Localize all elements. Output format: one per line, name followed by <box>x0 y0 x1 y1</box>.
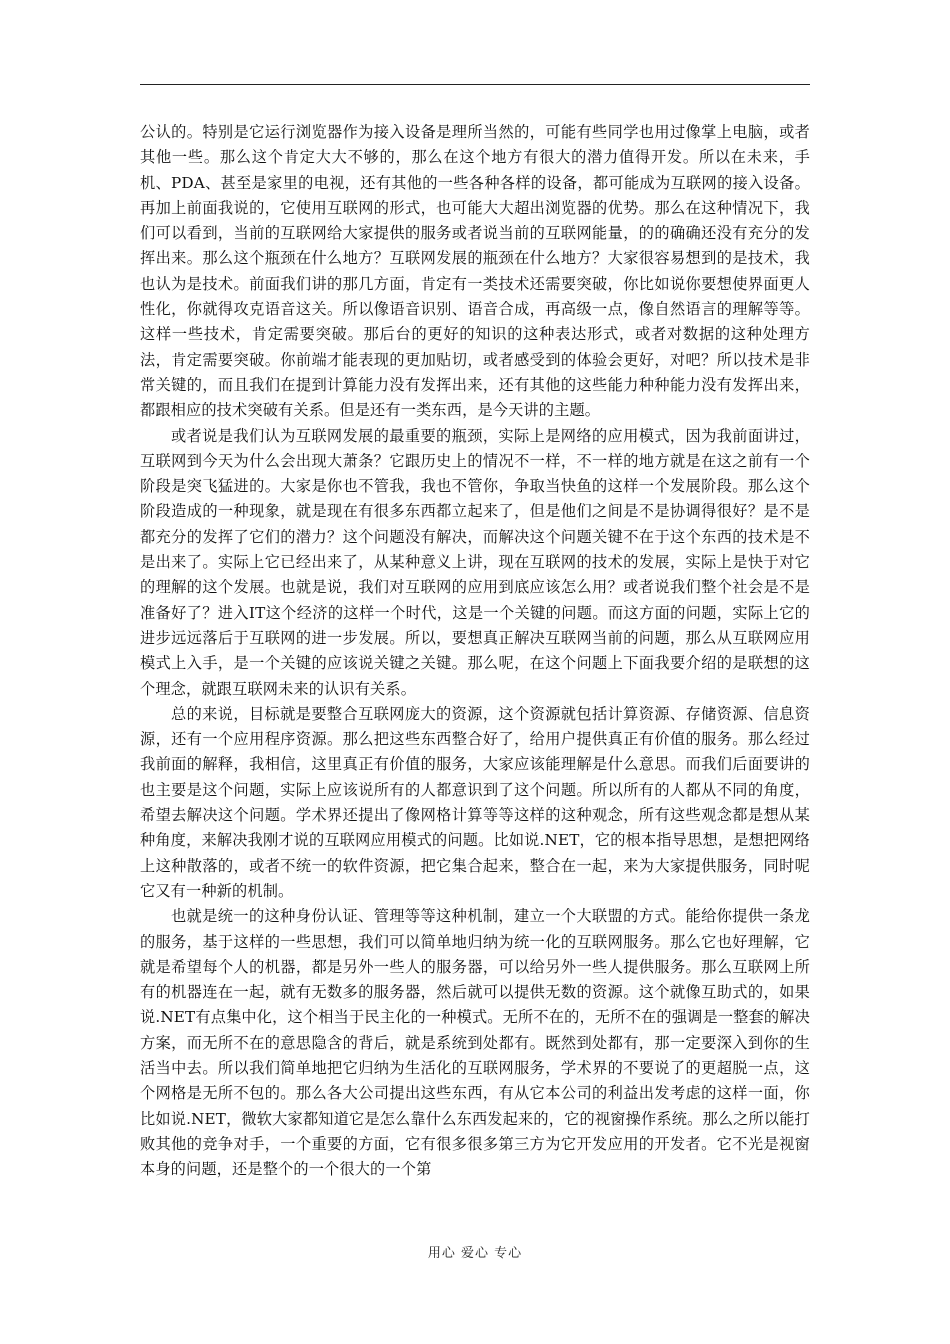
paragraph-1: 公认的。特别是它运行浏览器作为接入设备是理所当然的，可能有些同学也用过像掌上电脑，或者其他一些。那么这个肯定大大不够的，那么在这个地方有很大的潜力值得开发。所以在未来，手机、PDA、甚至是家里的电视，还有其他的一些各种各样的设备，都可能成为互联网的接入设备。再加上前面我说的，它使用互联网的形式，也可能大大超出浏览器的优势。那么在这种情况下，我们可以看到，当前的互联网给大家提供的服务或者说当前的互联网能量，的的确确还没有充分的发挥出来。那么这个瓶颈在什么地方？互联网发展的瓶颈在什么地方？大家很容易想到的是技术，我也认为是技术。前面我们讲的那几方面，肯定有一类技术还需要突破，你比如说你要想使界面更人性化，你就得攻克语音这关。所以像语音识别、语音合成，再高级一点，像自然语言的理解等等。这样一些技术，肯定需要突破。那后台的更好的知识的这种表达形式，或者对数据的这种处理方法，肯定需要突破。你前端才能表现的更加贴切，或者感受到的体验会更好，对吧？所以技术是非常关键的，而且我们在提到计算能力没有发挥出来，还有其他的这些能力种种能力没有发挥出来，都跟相应的技术突破有关系。但是还有一类东西，是今天讲的主题。 <box>140 123 810 420</box>
paragraph-3: 总的来说，目标就是要整合互联网庞大的资源，这个资源就包括计算资源、存储资源、信息资源，还有一个应用程序资源。那么把这些东西整合好了，给用户提供真正有价值的服务。那么经过我前面的解释，我相信，这里真正有价值的服务，大家应该能理解是什么意思。而我们后面要讲的也主要是这个问题，实际上应该说所有的人都意识到了这个问题。所以所有的人都从不同的角度，希望去解决这个问题。学术界还提出了像网格计算等等这样的这种观念，所有这些观念都是想从某种角度，来解决我刚才说的互联网应用模式的问题。比如说.NET，它的根本指导思想，是想把网络上这种散落的，或者不统一的软件资源，把它集合起来，整合在一起，来为大家提供服务，同时呢它又有一种新的机制。 <box>140 704 810 900</box>
document-body <box>140 120 810 1182</box>
page-footer: 用心 爱心 专心 <box>427 1246 523 1261</box>
header-rule <box>140 84 810 85</box>
paragraph-2: 或者说是我们认为互联网发展的最重要的瓶颈，实际上是网络的应用模式，因为我前面讲过，互联网到今天为什么会出现大萧条？它跟历史上的情况不一样，不一样的地方就是在这之前有一个阶段是突飞猛进的。大家是你也不管我，我也不管你，争取当快鱼的这样一个发展阶段。那么这个阶段造成的一种现象，就是现在有很多东西都立起来了，但是他们之间是不是协调得很好？是不是都充分的发挥了它们的潜力？这个问题没有解决，而解决这个问题关键不在于这个东西的技术是不是出来了。实际上它已经出来了，从某种意义上讲，现在互联网的技术的发展，实际上是快于对它的理解的这个发展。也就是说，我们对互联网的应用到底应该怎么用？或者说我们整个社会是不是准备好了？进入IT这个经济的这样一个时代，这是一个关键的问题。而这方面的问题，实际上它的进步远远落后于互联网的进一步发展。所以，要想真正解决互联网当前的问题，那么从互联网应用模式上入手，是一个关键的应该说关键之关键。那么呢，在这个问题上下面我要介绍的是联想的这个理念，就跟互联网未来的认识有关系。 <box>140 426 810 698</box>
paragraph-4: 也就是统一的这种身份认证、管理等等这种机制，建立一个大联盟的方式。能给你提供一条龙的服务，基于这样的一些思想，我们可以简单地归纳为统一化的互联网服务。那么它也好理解，它就是希望每个人的机器，都是另外一些人的服务器，可以给另外一些人提供服务。那么互联网上所有的机器连在一起，就有无数多的服务器，然后就可以提供无数的资源。这个就像互助式的，如果说.NET有点集中化，这个相当于民主化的一种模式。无所不在的，无所不在的强调是一整套的解决方案，而无所不在的意思隐含的背后，就是系统到处都有。既然到处都有，那一定要深入到你的生活当中去。所以我们简单地把它归纳为生活化的互联网服务，学术界的不要说了的更超脱一点，这个网格是无所不包的。那么各大公司提出这些东西，有从它本公司的利益出发考虑的这样一面，你比如说.NET，微软大家都知道它是怎么靠什么东西发起来的，它的视窗操作系统。那么之所以能打败其他的竞争对手，一个重要的方面，它有很多很多第三方为它开发应用的开发者。它不光是视窗本身的问题，还是整个的一个很大的一个第 <box>140 907 810 1179</box>
